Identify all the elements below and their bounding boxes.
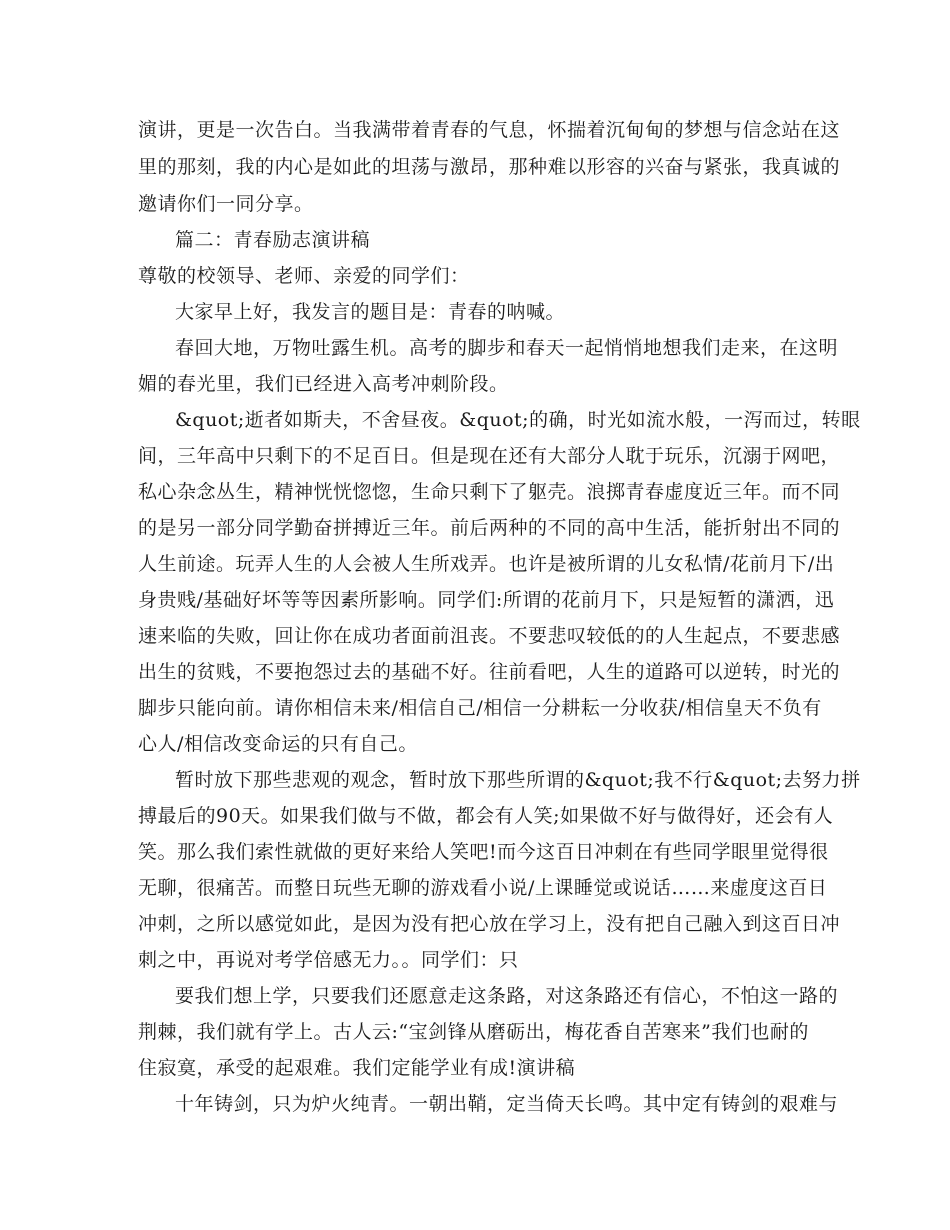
body-text-line: 里的那刻，我的内心是如此的坦荡与激昂，那种难以形容的兴奋与紧张，我真诚的	[138, 156, 841, 178]
body-text-line: 住寂寞，承受的起艰难。我们定能学业有成!演讲稿	[138, 1057, 576, 1079]
body-text-line: 暂时放下那些悲观的观念，暂时放下那些所谓的&quot;我不行&quot;去努力拼	[175, 769, 861, 791]
body-text-line: 无聊，很痛苦。而整日玩些无聊的游戏看小说/上课睡觉或说话……来虚度这百日	[138, 877, 828, 899]
section-heading: 篇二：青春励志演讲稿	[175, 229, 371, 251]
body-text-line: 身贵贱/基础好坏等等因素所影响。同学们:所谓的花前月下，只是短暂的潇洒，迅	[138, 589, 835, 611]
salutation: 尊敬的校领导、老师、亲爱的同学们：	[138, 265, 470, 287]
body-text-line: 媚的春光里，我们已经进入高考冲刺阶段。	[138, 373, 509, 395]
body-text-line: 笑。那么我们索性就做的更好来给人笑吧!而今这百日冲刺在有些同学眼里觉得很	[138, 841, 829, 863]
body-text-line: 大家早上好，我发言的题目是：青春的呐喊。	[175, 301, 566, 323]
body-text-line: 邀请你们一同分享。	[138, 193, 314, 215]
body-text-line: 刺之中，再说对考学倍感无力。。同学们：只	[138, 949, 519, 971]
body-text-line: 冲刺，之所以感觉如此，是因为没有把心放在学习上，没有把自己融入到这百日冲	[138, 913, 841, 935]
body-text-line: 荆棘，我们就有学上。古人云:“宝剑锋从磨砺出，梅花香自苦寒来”我们也耐的	[138, 1021, 809, 1043]
body-text-line: 的是另一部分同学勤奋拼搏近三年。前后两种的不同的高中生活，能折射出不同的	[138, 517, 841, 539]
body-text-line: 春回大地，万物吐露生机。高考的脚步和春天一起悄悄地想我们走来，在这明	[175, 337, 839, 359]
body-text-line: &quot;逝者如斯夫，不舍昼夜。&quot;的确，时光如流水般，一泻而过，转眼	[175, 409, 861, 431]
body-text-line: 要我们想上学，只要我们还愿意走这条路，对这条路还有信心，不怕这一路的	[175, 985, 839, 1007]
body-text-line: 间，三年高中只剩下的不足百日。但是现在还有大部分人耽于玩乐，沉溺于网吧，	[138, 445, 841, 467]
body-text-line: 演讲，更是一次告白。当我满带着青春的气息，怀揣着沉甸甸的梦想与信念站在这	[138, 119, 841, 141]
body-text-line: 十年铸剑，只为炉火纯青。一朝出鞘，定当倚天长鸣。其中定有铸剑的艰难与	[175, 1093, 839, 1115]
body-text-line: 速来临的失败，回让你在成功者面前沮丧。不要悲叹较低的的人生起点，不要悲感	[138, 625, 841, 647]
body-text-line: 脚步只能向前。请你相信未来/相信自己/相信一分耕耘一分收获/相信皇天不负有	[138, 697, 822, 719]
body-text-line: 私心杂念丛生，精神恍恍惚惚，生命只剩下了躯壳。浪掷青春虚度近三年。而不同	[138, 481, 841, 503]
body-text-line: 心人/相信改变命运的只有自己。	[138, 733, 418, 755]
body-text-line: 出生的贫贱，不要抱怨过去的基础不好。往前看吧，人生的道路可以逆转，时光的	[138, 661, 841, 683]
body-text-line: 人生前途。玩弄人生的人会被人生所戏弄。也许是被所谓的儿女私情/花前月下/出	[138, 553, 835, 575]
body-text-line: 搏最后的90天。如果我们做与不做，都会有人笑;如果做不好与做得好，还会有人	[138, 805, 834, 827]
